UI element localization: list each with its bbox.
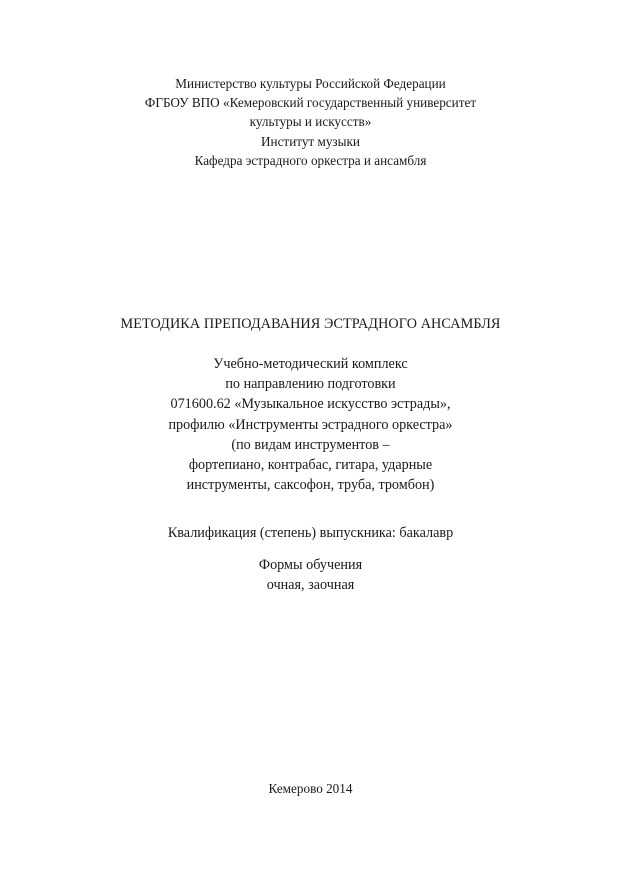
- description-line: 071600.62 «Музыкальное искусство эстрады»,: [170, 396, 451, 413]
- university-line: ФГБОУ ВПО «Кемеровский государственный университет: [144, 95, 477, 111]
- description-line: фортепиано, контрабас, гитара, ударные: [188, 457, 433, 474]
- description-line: профилю «Инструменты эстрадного оркестра»: [168, 416, 453, 433]
- description-line: (по видам инструментов –: [231, 436, 390, 453]
- institute-line: Институт музыки: [261, 133, 360, 149]
- description-line: Учебно-методический комплекс: [213, 356, 408, 372]
- study-forms-label: Формы обучения: [258, 557, 363, 573]
- study-forms-value: очная, заочная: [266, 577, 355, 594]
- document-title: МЕТОДИКА ПРЕПОДАВАНИЯ ЭСТРАДНОГО АНСАМБЛЯ: [120, 316, 501, 332]
- university-line-continued: культуры и искусств»: [249, 114, 372, 130]
- description-line: по направлению подготовки: [225, 376, 396, 393]
- description-line: инструменты, саксофон, труба, тромбон): [186, 477, 435, 494]
- qualification-line: Квалификация (степень) выпускника: бакалавр: [167, 525, 454, 541]
- city-year-footer: Кемерово 2014: [268, 781, 353, 796]
- ministry-line: Министерство культуры Российской Федерации: [175, 76, 446, 91]
- institution-header: [0, 74, 621, 170]
- study-forms: [0, 555, 621, 595]
- department-line: Кафедра эстрадного оркестра и ансамбля: [194, 152, 427, 168]
- document-description: [0, 354, 621, 495]
